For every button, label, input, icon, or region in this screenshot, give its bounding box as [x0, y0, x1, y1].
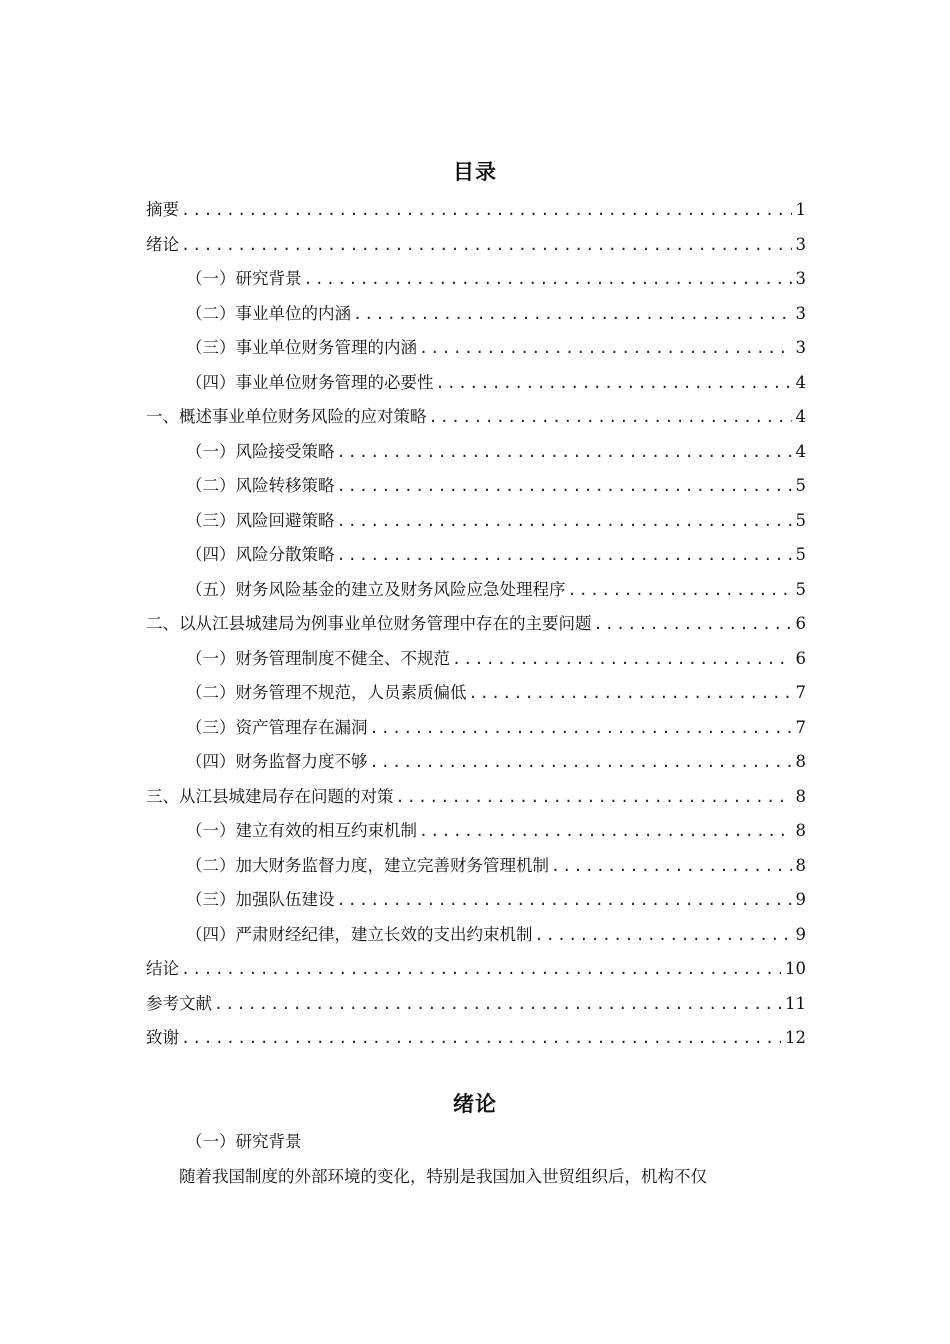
toc-dot-leader	[370, 714, 792, 742]
toc-entry[interactable]	[146, 300, 806, 335]
toc-entry-page: 7	[795, 683, 806, 702]
toc-entry-label: 结论	[146, 959, 179, 978]
toc-entry-page: 3	[795, 234, 806, 254]
toc-entry-page: 11	[785, 993, 806, 1013]
toc-entry-page: 5	[795, 579, 806, 599]
toc-entry[interactable]	[146, 886, 806, 921]
toc-entry[interactable]	[146, 1024, 806, 1059]
toc-entry[interactable]	[146, 990, 806, 1025]
section-subheading: （一）研究背景	[186, 1132, 302, 1151]
toc-entry[interactable]	[146, 714, 806, 749]
toc-entry-label: 摘要	[146, 200, 179, 219]
toc-entry-label: （二）加大财务监督力度，建立完善财务管理机制	[186, 855, 549, 875]
toc-dot-leader	[568, 576, 792, 604]
toc-entry-label: （四）财务监督力度不够	[186, 752, 368, 771]
toc-dot-leader	[337, 438, 792, 466]
toc-entry-label: （三）加强队伍建设	[186, 890, 335, 909]
toc-entry-label: （二）风险转移策略	[186, 476, 335, 495]
toc-entry[interactable]	[146, 748, 806, 783]
toc-dot-leader	[214, 990, 781, 1018]
toc-entry-page: 7	[795, 717, 806, 737]
toc-entry-page: 4	[795, 407, 806, 426]
toc-dot-leader	[594, 610, 792, 638]
toc-entry-page: 5	[795, 545, 806, 564]
toc-entry[interactable]	[146, 576, 806, 611]
toc-entry-page: 4	[795, 441, 806, 461]
toc-entry-page: 12	[785, 1028, 806, 1047]
toc-entry-label: （三）风险回避策略	[186, 510, 335, 530]
section-title: 绪论	[453, 1092, 497, 1116]
toc-entry-page: 6	[795, 648, 806, 668]
toc-dot-leader	[337, 886, 792, 914]
toc-entry-page: 4	[795, 372, 806, 392]
toc-entry-label: （五）财务风险基金的建立及财务风险应急处理程序	[186, 579, 566, 599]
body-paragraph: 随着我国制度的外部环境的变化，特别是我国加入世贸组织后，机构不仅	[179, 1167, 707, 1186]
toc-dot-leader	[181, 231, 792, 259]
toc-entry-page: 3	[795, 338, 806, 357]
toc-dot-leader	[353, 300, 792, 328]
toc-entry[interactable]	[146, 438, 806, 473]
toc-entry-page: 8	[795, 821, 806, 840]
toc-entry-page: 9	[795, 924, 806, 944]
toc-entry[interactable]	[146, 679, 806, 714]
toc-entry-page: 8	[795, 752, 806, 771]
toc-entry[interactable]	[146, 955, 806, 990]
toc-entry-page: 5	[795, 510, 806, 530]
toc-entry-label: （一）风险接受策略	[186, 441, 335, 461]
toc-dot-leader	[419, 334, 792, 362]
toc-entry-page: 6	[795, 614, 806, 633]
toc-entry-page: 8	[795, 855, 806, 875]
toc-entry-page: 10	[785, 959, 806, 978]
toc-entry-page: 3	[795, 303, 806, 323]
toc-entry[interactable]	[146, 610, 806, 645]
toc-dot-leader	[181, 955, 781, 983]
toc-entry-page: 9	[795, 890, 806, 909]
toc-entry[interactable]	[146, 231, 806, 266]
toc-dot-leader	[370, 748, 792, 776]
table-of-contents	[146, 196, 806, 1059]
toc-entry[interactable]	[146, 472, 806, 507]
toc-entry[interactable]	[146, 817, 806, 852]
toc-entry[interactable]	[146, 403, 806, 438]
toc-dot-leader	[337, 541, 792, 569]
toc-dot-leader	[419, 817, 792, 845]
toc-entry[interactable]	[146, 196, 806, 231]
toc-entry[interactable]	[146, 645, 806, 680]
toc-entry[interactable]	[146, 852, 806, 887]
toc-entry-page: 8	[795, 786, 806, 806]
toc-dot-leader	[551, 852, 792, 880]
toc-entry-label: （四）风险分散策略	[186, 545, 335, 564]
toc-entry-label: （三）资产管理存在漏洞	[186, 717, 368, 737]
toc-entry-label: （三）事业单位财务管理的内涵	[186, 338, 417, 357]
toc-dot-leader	[304, 265, 792, 293]
toc-entry[interactable]	[146, 921, 806, 956]
toc-entry[interactable]	[146, 541, 806, 576]
toc-entry-page: 5	[795, 476, 806, 495]
toc-dot-leader	[429, 403, 792, 431]
toc-entry-label: （一）研究背景	[186, 269, 302, 288]
toc-dot-leader	[181, 196, 792, 224]
toc-dot-leader	[469, 679, 792, 707]
toc-entry[interactable]	[146, 507, 806, 542]
toc-entry-page: 3	[795, 269, 806, 288]
toc-entry-page: 1	[795, 200, 806, 219]
toc-entry[interactable]	[146, 334, 806, 369]
toc-entry-label: 一、概述事业单位财务风险的应对策略	[146, 407, 427, 426]
toc-entry-label: （一）财务管理制度不健全、不规范	[186, 648, 450, 668]
toc-entry-label: （二）事业单位的内涵	[186, 303, 351, 323]
toc-entry-label: 二、以从江县城建局为例事业单位财务管理中存在的主要问题	[146, 614, 592, 633]
toc-title: 目录	[453, 160, 497, 184]
toc-dot-leader	[337, 507, 792, 535]
toc-dot-leader	[337, 472, 792, 500]
toc-entry[interactable]	[146, 265, 806, 300]
toc-dot-leader	[535, 921, 792, 949]
toc-dot-leader	[396, 783, 792, 811]
toc-entry-label: （四）严肃财经纪律，建立长效的支出约束机制	[186, 924, 533, 944]
toc-entry-label: 三、从江县城建局存在问题的对策	[146, 786, 394, 806]
toc-dot-leader	[436, 369, 792, 397]
toc-dot-leader	[181, 1024, 781, 1052]
toc-dot-leader	[452, 645, 792, 673]
toc-entry[interactable]	[146, 369, 806, 404]
toc-entry-label: 绪论	[146, 234, 179, 254]
toc-entry-label: 致谢	[146, 1028, 179, 1047]
toc-entry-label: （四）事业单位财务管理的必要性	[186, 372, 434, 392]
toc-entry-label: （二）财务管理不规范，人员素质偏低	[186, 683, 467, 702]
toc-entry-label: 参考文献	[146, 993, 212, 1013]
toc-entry-label: （一）建立有效的相互约束机制	[186, 821, 417, 840]
toc-entry[interactable]	[146, 783, 806, 818]
